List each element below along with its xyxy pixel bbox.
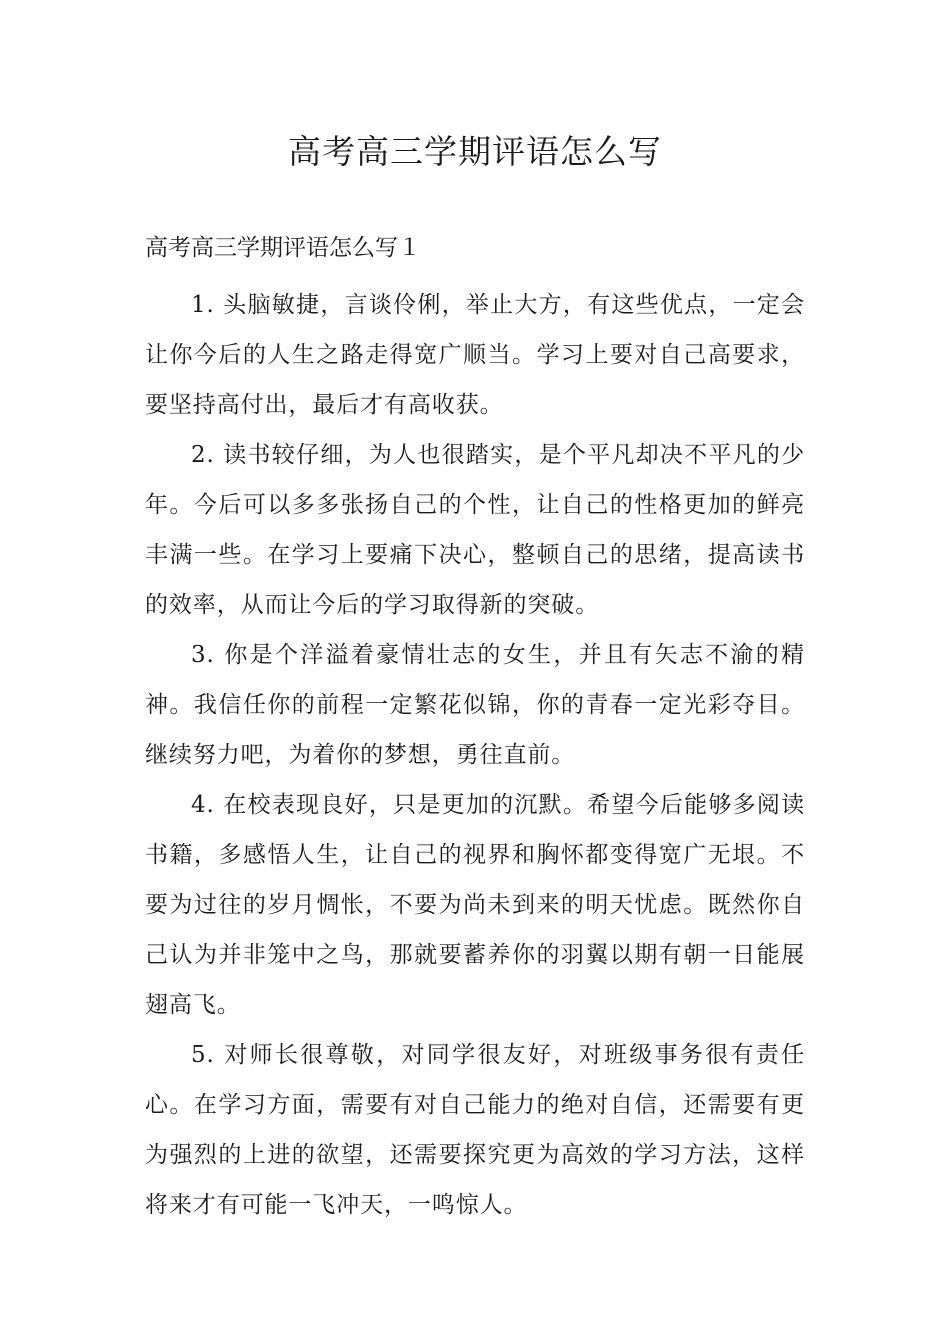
paragraph-1: 1. 头脑敏捷，言谈伶俐，举止大方，有这些优点，一定会让你今后的人生之路走得宽广顺当。学习上要对自己高要求，要坚持高付出，最后才有高收获。 [145, 292, 805, 418]
paragraph-5: 5. 对师长很尊敬，对同学很友好，对班级事务很有责任心。在学习方面，需要有对自己能力的绝对自信，还需要有更为强烈的上进的欲望，还需要探究更为高效的学习方法，这样将来才有可能一飞冲天，一鸣惊人。 [145, 1042, 805, 1218]
document-body [145, 280, 805, 1230]
paragraph-4: 4. 在校表现良好，只是更加的沉默。希望今后能够多阅读书籍，多感悟人生，让自己的视界和胸怀都变得宽广无垠。不要为过往的岁月惆怅，不要为尚未到来的明天忧虑。既然你自己认为并非笼中之鸟，那就要蓄养你的羽翼以期有朝一日能展翅高飞。 [145, 792, 805, 1018]
section-heading: 高考高三学期评语怎么写１ [145, 235, 421, 261]
paragraph-2: 2. 读书较仔细，为人也很踏实，是个平凡却决不平凡的少年。今后可以多多张扬自己的个性，让自己的性格更加的鲜亮丰满一些。在学习上要痛下决心，整顿自己的思绪，提高读书的效率，从而让今后的学习取得新的突破。 [145, 442, 805, 618]
paragraph-3: 3. 你是个洋溢着豪情壮志的女生，并且有矢志不渝的精神。我信任你的前程一定繁花似锦，你的青春一定光彩夺目。继续努力吧，为着你的梦想，勇往直前。 [145, 642, 805, 768]
document-title: 高考高三学期评语怎么写 [288, 132, 662, 171]
